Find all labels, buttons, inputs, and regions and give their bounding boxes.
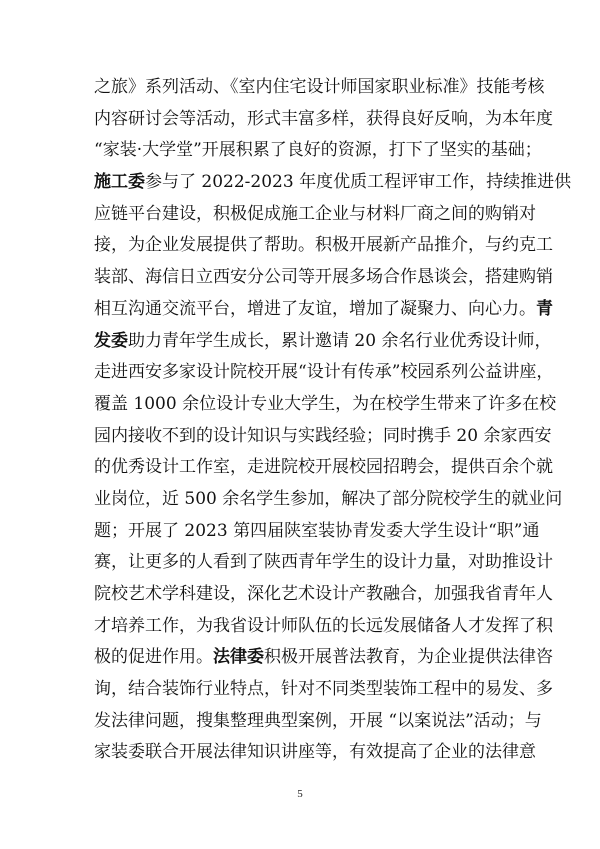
text-segment: 业岗位，近 500 余名学生参加，解决了部分院校学生的就业问 <box>94 488 563 509</box>
text-segment: 询，结合装饰行业特点，针对不同类型装饰工程中的易发、多 <box>94 679 553 700</box>
text-segment: 接，为企业发展提供了帮助。积极开展新产品推介，与约克工 <box>94 235 553 256</box>
text-line <box>94 230 553 262</box>
text-line <box>94 611 553 643</box>
text-line <box>94 199 536 231</box>
text-segment: 家装委联合开展法律知识讲座等，有效提高了企业的法律意 <box>94 742 536 763</box>
body-paragraph <box>94 72 572 769</box>
text-line <box>94 294 553 326</box>
text-line <box>94 579 553 611</box>
text-line <box>94 674 553 706</box>
committee-name: 法律委 <box>213 647 264 668</box>
text-segment: 极的促进作用。 <box>94 647 213 668</box>
text-line <box>94 421 552 453</box>
text-segment: 内容研讨会等活动，形式丰富多样，获得良好反响，为本年度 <box>94 108 553 129</box>
text-line <box>94 389 557 421</box>
text-line <box>94 737 536 769</box>
text-line <box>94 516 540 548</box>
text-line <box>94 547 553 579</box>
text-segment: 参与了 2022-2023 年度优质工程评审工作，持续推进供 <box>145 172 572 193</box>
text-line <box>94 706 542 738</box>
text-segment: “家装·大学堂”开展积累了良好的资源，打下了坚实的基础； <box>94 140 542 161</box>
text-segment: 装部、海信日立西安分公司等开展多场合作恳谈会，搭建购销 <box>94 267 553 288</box>
text-line <box>94 104 553 136</box>
committee-name: 发委 <box>94 330 128 351</box>
text-segment: 助力青年学生成长，累计邀请 20 余名行业优秀设计师， <box>128 330 552 351</box>
text-segment: 题；开展了 2023 第四届陕室装协青发委大学生设计“职”通 <box>94 520 540 541</box>
text-segment: 之旅》系列活动、《室内住宅设计师国家职业标准》技能考核 <box>94 77 545 97</box>
text-segment: 发法律问题，搜集整理典型案例，开展 “以案说法”活动；与 <box>94 710 542 731</box>
text-line <box>94 484 563 516</box>
text-segment: 园内接收不到的设计知识与实践经验；同时携手 20 余家西安 <box>94 425 552 446</box>
text-segment: 赛，让更多的人看到了陕西青年学生的设计力量，对助推设计 <box>94 552 553 573</box>
committee-name: 施工委 <box>94 172 145 193</box>
text-segment: 覆盖 1000 余位设计专业大学生，为在校学生带来了许多在校 <box>94 393 557 414</box>
text-line <box>94 72 545 104</box>
text-line <box>94 135 542 167</box>
text-line <box>94 167 572 199</box>
text-segment: 才培养工作，为我省设计师队伍的长远发展储备人才发挥了积 <box>94 615 553 636</box>
text-line <box>94 326 552 358</box>
text-segment: 走进西安多家设计院校开展“设计有传承”校园系列公益讲座， <box>94 362 554 383</box>
text-line <box>94 642 553 674</box>
committee-name: 青 <box>536 298 553 319</box>
page-number: 5 <box>297 788 303 800</box>
text-line <box>94 357 554 389</box>
text-segment: 应链平台建设，积极促成施工企业与材料厂商之间的购销对 <box>94 203 536 224</box>
text-segment: 的优秀设计工作室，走进院校开展校园招聘会，提供百余个就 <box>94 457 553 478</box>
text-segment: 积极开展普法教育，为企业提供法律咨 <box>264 647 553 668</box>
text-line <box>94 262 553 294</box>
text-segment: 院校艺术学科建设，深化艺术设计产教融合，加强我省青年人 <box>94 584 553 604</box>
text-segment: 相互沟通交流平台，增进了友谊，增加了凝聚力、向心力。 <box>94 298 536 319</box>
text-line <box>94 452 553 484</box>
